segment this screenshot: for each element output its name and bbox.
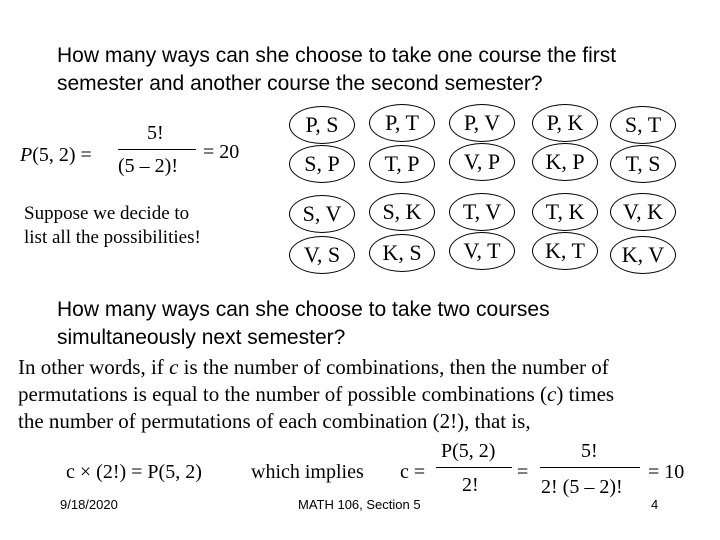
pair-cell: K, T [545,238,585,263]
pair-cell: V, S [303,242,341,267]
question-2-line-2: simultaneously next semester? [57,326,346,349]
formula-2-frac1-denominator: 2! [462,474,479,496]
formula-1-lhs: P(5, 2) = [20,144,92,166]
formula-2-result: = 10 [648,461,685,483]
formula-1-result: = 20 [203,141,240,163]
formula-2-frac1-numerator: P(5, 2) [441,440,496,462]
list-note [24,202,201,250]
pair-cell: V, K [623,199,663,224]
question-1-line-1: How many ways can she choose to take one course the first [57,44,617,67]
pair-cell: T, P [384,151,420,176]
pair-cell: S, V [302,201,342,226]
pair-cell: S, T [624,112,662,137]
question-1-line-2: semester and another course the second semester? [57,72,543,95]
pair-cell: T, S [625,151,661,176]
footer-course: MATH 106, Section 5 [298,497,421,512]
pair-cell: T, V [462,199,502,224]
explanation-line-2: permutations is equal to the number of possible combinations (c) times [18,382,615,406]
formula-2-lhs: c × (2!) = P(5, 2) [66,461,202,483]
pair-cell: P, T [385,110,419,135]
pair-cell: T, K [545,199,585,224]
question-2-line-1: How many ways can she choose to take two courses [57,298,550,321]
question-1 [57,42,616,98]
formula-2-equals: = [517,461,529,483]
pair-cell: P, V [463,110,501,135]
pair-cell: S, P [304,151,340,176]
formula-1-numerator: 5! [147,122,164,144]
pair-cell: K, P [545,149,585,174]
explanation-line-3: the number of permutations of each combination (2!), that is, [18,409,531,433]
formula-1-fraction-bar [118,149,196,150]
formula-2-frac1-bar [436,467,512,468]
footer-page-number: 4 [651,497,659,512]
pair-cell: K, V [621,242,665,267]
pair-cell: P, S [305,112,339,137]
list-note-line-2: list all the possibilities! [24,227,201,248]
explanation-line-1: In other words, if c is the number of combinations, then the number of [18,355,609,379]
list-note-line-1: Suppose we decide to [24,203,190,224]
formula-2-frac2-numerator: 5! [581,440,598,462]
pair-cell: S, K [382,199,422,224]
pair-cell: P, K [546,110,584,135]
question-2 [57,296,550,352]
pair-cell: V, T [463,238,501,263]
formula-2-c-equals: c = [400,461,426,483]
pair-cell: K, S [382,240,422,265]
formula-2-implies: which implies [251,461,364,483]
footer-date: 9/18/2020 [60,497,118,512]
formula-2-frac2-denominator: 2! (5 – 2)! [541,476,623,498]
pair-cell: V, P [463,149,501,174]
formula-2-frac2-bar [540,467,640,468]
explanation [18,354,614,435]
formula-1-denominator: (5 – 2)! [118,155,178,177]
